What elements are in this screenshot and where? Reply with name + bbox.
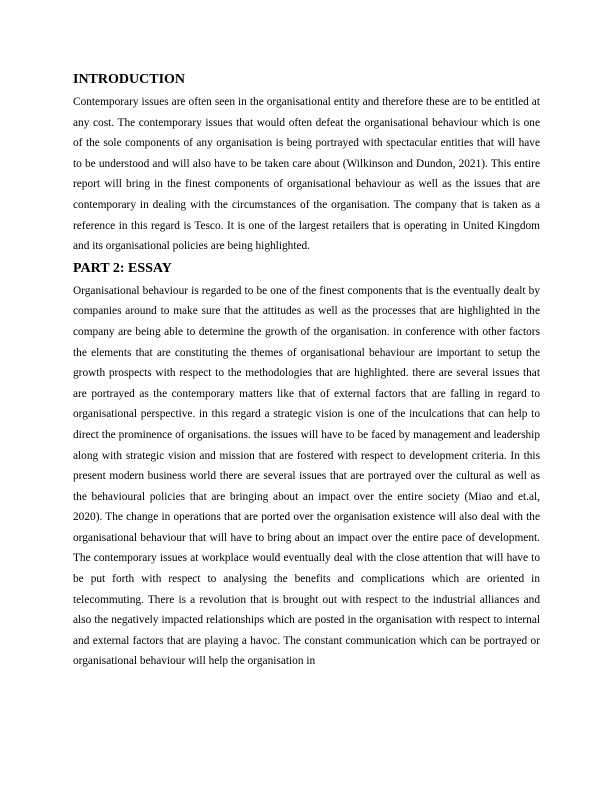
essay-paragraph: Organisational behaviour is regarded to be one of the finest components that is the eventually dealt by companies around to make sure that the attitudes as well as the processes that are highlighted in the company are being able to determine the growth of the organisation. in conference with other factors the elements that are constituting the themes of organisational behaviour are important to setup the growth prospects with respect to the methodologies that are highlighted. there are several issues that are portrayed as the contemporary matters like that of external factors that are falling in regard to organisational perspective. in this regard a strategic vision is one of the inculcations that can help to direct the prominence of organisations. the issues will have to be faced by management and leadership along with strategic vision and mission that are fostered with respect to development criteria. In this present modern business world there are several issues that are portrayed over the cultural as well as the behavioural policies that are bringing about an impact over the entire society (Miao and et.al, 2020). The change in operations that are ported over the organisation existence will also deal with the organisational behaviour that will have to bring about an impact over the entire pace of development. The contemporary issues at workplace would eventually deal with the close attention that will have to be put forth with respect to analysing the benefits and complications which are oriented in telecommuting. There is a revolution that is brought out with respect to the industrial alliances and also the negatively impacted relationships which are posted in the organisation with respect to internal and external factors that are playing a havoc. The constant communication which can be portrayed or organisational behaviour will help the organisation in: [73, 284, 540, 668]
introduction-paragraph: Contemporary issues are often seen in the organisational entity and therefore these are to be entitled at any cost. The contemporary issues that would often defeat the organisational behaviour which is one of the sole components of any organisation is being portrayed with spectacular entities that will have to be understood and will also have to be taken care about (Wilkinson and Dundon, 2021). This entire report will bring in the finest components of organisational behaviour as well as the issues that are contemporary in dealing with the circumstances of the organisation. The company that is taken as a reference in this regard is Tesco. It is one of the largest retailers that is operating in United Kingdom and its organisational policies are being highlighted.: [73, 96, 540, 253]
essay-heading: PART 2: ESSAY: [73, 260, 172, 276]
page-content: [73, 70, 540, 674]
introduction-heading: INTRODUCTION: [73, 72, 186, 87]
